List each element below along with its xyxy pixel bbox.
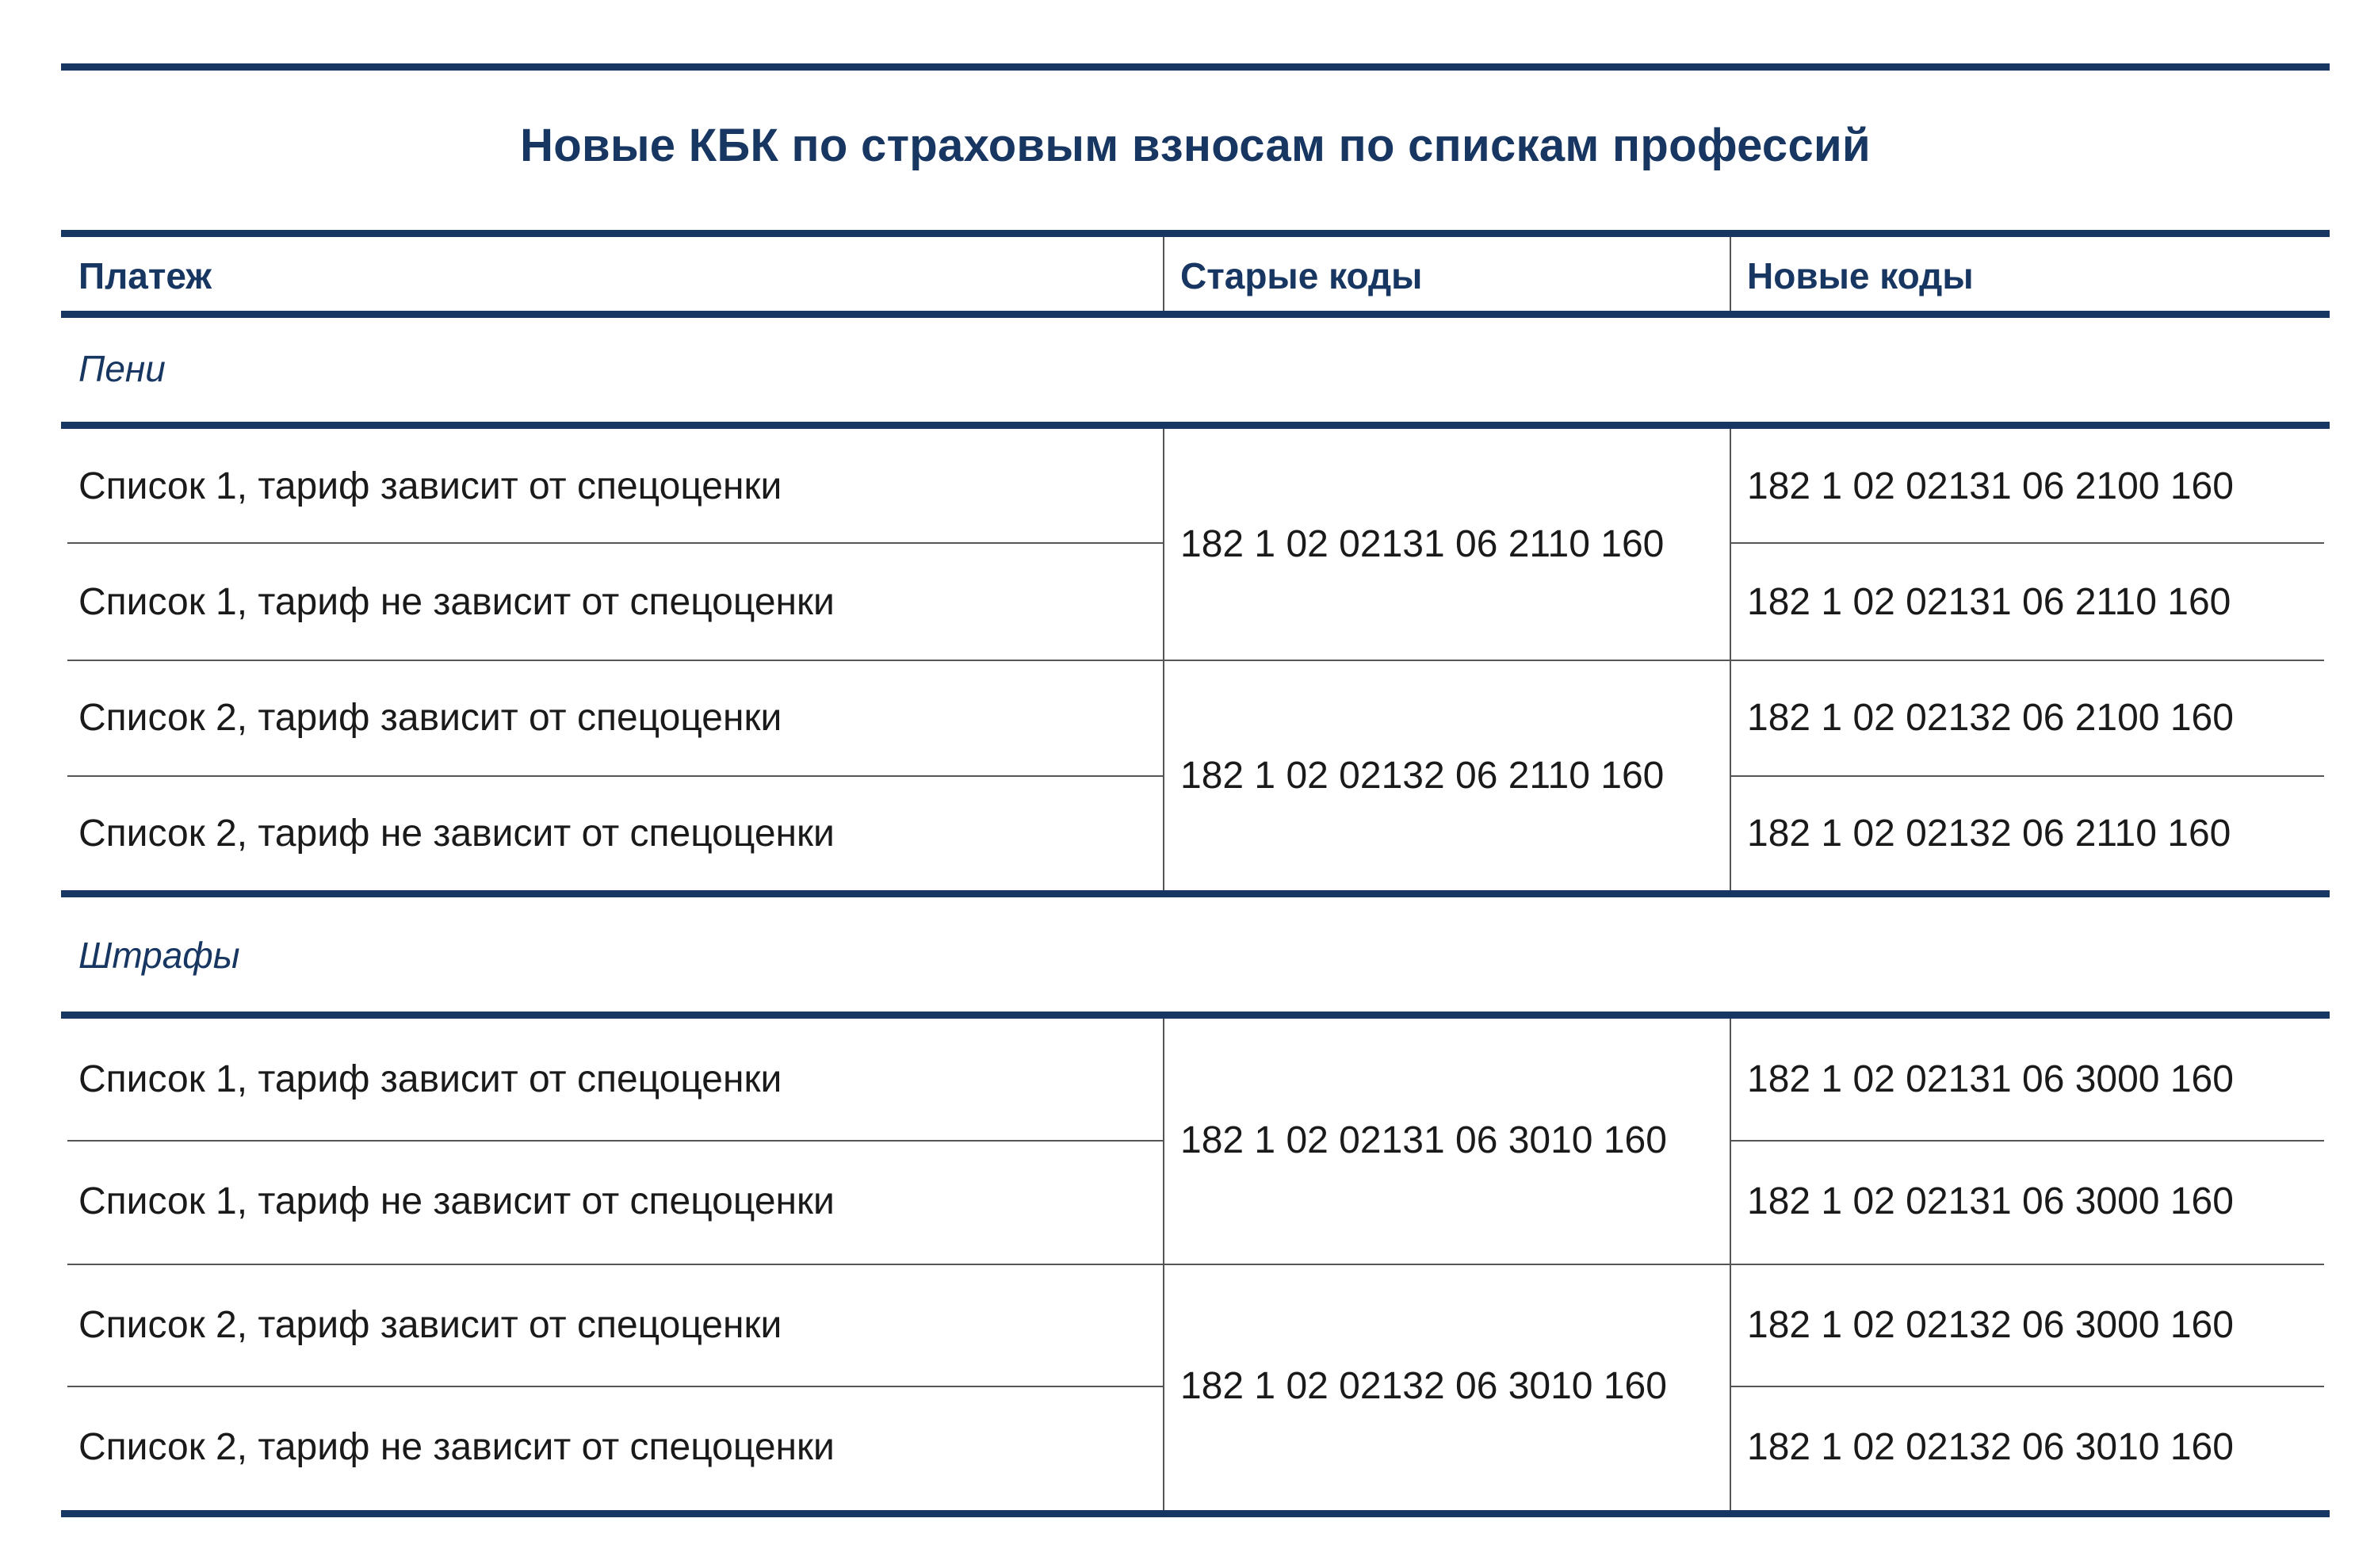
table-header (61, 237, 2330, 315)
table-cell-new-code: 182 1 02 02131 06 2100 160 (1747, 465, 2234, 507)
row-divider (67, 1386, 1163, 1387)
table-cell-payment: Список 1, тариф не зависит от спецоценки (78, 1180, 835, 1222)
section-label-peni: Пени (78, 348, 166, 389)
group-divider (67, 1264, 2324, 1265)
row-divider (67, 1140, 1163, 1142)
group-divider (67, 660, 2324, 661)
table-cell-payment: Список 2, тариф зависит от спецоценки (78, 1304, 782, 1346)
header-top-rule (61, 230, 2330, 237)
table-cell-old-code: 182 1 02 02132 06 2110 160 (1180, 755, 1665, 797)
table-cell-new-code: 182 1 02 02131 06 2110 160 (1747, 581, 2231, 623)
column-header-payment: Платеж (78, 255, 212, 296)
table-cell-payment: Список 1, тариф зависит от спецоценки (78, 1058, 782, 1100)
row-divider (67, 542, 1163, 544)
table-cell-payment: Список 1, тариф не зависит от спецоценки (78, 581, 835, 623)
table-cell-old-code: 182 1 02 02131 06 3010 160 (1180, 1119, 1667, 1161)
section-rule (61, 1012, 2330, 1019)
table-cell-new-code: 182 1 02 02132 06 2110 160 (1747, 813, 2231, 855)
table-cell-new-code: 182 1 02 02132 06 2100 160 (1747, 697, 2234, 739)
header-divider (1163, 237, 1164, 315)
table-cell-payment: Список 2, тариф не зависит от спецоценки (78, 1426, 835, 1468)
table-cell-old-code: 182 1 02 02131 06 2110 160 (1180, 523, 1665, 565)
section-bottom-rule (61, 890, 2330, 897)
table-cell-payment: Список 1, тариф зависит от спецоценки (78, 465, 782, 507)
header-bottom-rule (61, 311, 2330, 318)
page-title: Новые КБК по страховым взносам по спискам профессий (520, 120, 1871, 171)
table-cell-new-code: 182 1 02 02132 06 3010 160 (1747, 1426, 2234, 1468)
bottom-rule (61, 1510, 2330, 1517)
row-divider (1730, 1386, 2324, 1387)
header-divider (1730, 237, 1731, 315)
row-divider (1730, 775, 2324, 777)
table-cell-new-code: 182 1 02 02132 06 3000 160 (1747, 1304, 2234, 1346)
row-divider (67, 775, 1163, 777)
table-cell-new-code: 182 1 02 02131 06 3000 160 (1747, 1058, 2234, 1100)
section-rule (61, 422, 2330, 429)
table-cell-payment: Список 2, тариф зависит от спецоценки (78, 697, 782, 739)
top-rule (61, 63, 2330, 71)
row-divider (1730, 542, 2324, 544)
section-label-shtrafy: Штрафы (78, 935, 240, 976)
column-header-new-codes: Новые коды (1747, 255, 1974, 296)
row-divider (1730, 1140, 2324, 1142)
table-cell-payment: Список 2, тариф не зависит от спецоценки (78, 813, 835, 855)
table-cell-new-code: 182 1 02 02131 06 3000 160 (1747, 1180, 2234, 1222)
column-header-old-codes: Старые коды (1180, 255, 1423, 296)
table-cell-old-code: 182 1 02 02132 06 3010 160 (1180, 1365, 1667, 1407)
